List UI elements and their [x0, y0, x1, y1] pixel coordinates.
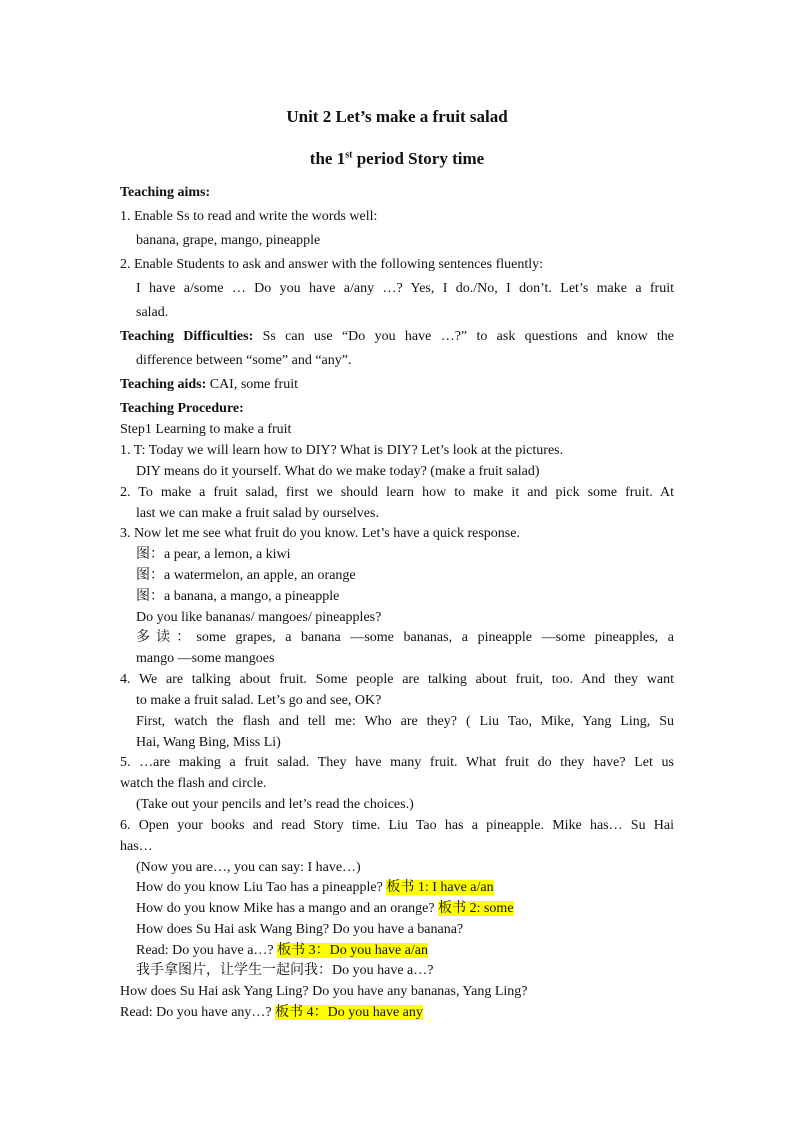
procedure-line: How do you know Liu Tao has a pineapple? 板书 1: I have a/an — [136, 880, 494, 895]
aims-heading: Teaching aims: — [120, 185, 211, 200]
procedure-line: 5. …are making a fruit salad. They have many fruit. What fruit do they have? Let us — [120, 755, 674, 770]
procedure-line: DIY means do it yourself. What do we make today? (make a fruit salad) — [136, 464, 540, 479]
procedure-line: Do you like bananas/ mangoes/ pineapples? — [136, 610, 382, 625]
aims-line: salad. — [136, 305, 169, 320]
subtitle-post: period Story time — [352, 149, 485, 168]
procedure-line: 图：a pear, a lemon, a kiwi — [136, 547, 291, 562]
procedure-line: 6. Open your books and read Story time. Liu Tao has a pineapple. Mike has… Su Hai — [120, 818, 674, 833]
procedure-line: 图：a banana, a mango, a pineapple — [136, 589, 340, 604]
aims-line: I have a/some … Do you have a/any …? Yes, I do./No, I don’t. Let’s make a fruit — [136, 281, 674, 296]
difficulties-heading: Teaching Difficulties: — [120, 329, 254, 344]
document-title: Unit 2 Let’s make a fruit salad — [286, 107, 508, 126]
subtitle-pre: the 1 — [309, 149, 346, 168]
aims-line: 2. Enable Students to ask and answer with the following sentences fluently: — [120, 257, 544, 272]
procedure-line: mango —some mangoes — [136, 651, 275, 666]
procedure-heading: Teaching Procedure: — [120, 401, 244, 416]
procedure-line: Hai, Wang Bing, Miss Li) — [136, 735, 281, 750]
procedure-line: Read: Do you have a…? 板书 3：Do you have a/an — [136, 943, 428, 958]
procedure-line: 4. We are talking about fruit. Some people are talking about fruit, too. And they want — [120, 672, 674, 687]
procedure-line: (Take out your pencils and let’s read the choices.) — [136, 797, 414, 812]
procedure-line: (Now you are…, you can say: I have…) — [136, 860, 361, 875]
procedure-line: 2. To make a fruit salad, first we should learn how to make it and pick some fruit. At — [120, 485, 674, 500]
aims-line: 1. Enable Ss to read and write the words well: — [120, 209, 378, 224]
procedure-line: How do you know Mike has a mango and an orange? 板书 2: some — [136, 901, 514, 916]
aims-line: banana, grape, mango, pineapple — [136, 233, 321, 248]
procedure-line: First, watch the flash and tell me: Who are they? ( Liu Tao, Mike, Yang Ling, Su — [136, 714, 674, 729]
procedure-line: 1. T: Today we will learn how to DIY? What is DIY? Let’s look at the pictures. — [120, 443, 564, 458]
aids-line: Teaching aids: CAI, some fruit — [120, 377, 298, 392]
procedure-line: 图：a watermelon, an apple, an orange — [136, 568, 356, 583]
procedure-line: to make a fruit salad. Let’s go and see, OK? — [136, 693, 382, 708]
difficulties-line: Teaching Difficulties: Ss can use “Do you have …?” to ask questions and know the — [120, 329, 675, 344]
procedure-line: How does Su Hai ask Yang Ling? Do you have any bananas, Yang Ling? — [120, 984, 528, 999]
blackboard-note-highlight: 板书 3：Do you have a/an — [277, 943, 428, 958]
procedure-line: last we can make a fruit salad by ourselves. — [136, 506, 379, 521]
procedure-line: Read: Do you have any…? 板书 4：Do you have any — [120, 1005, 423, 1020]
blackboard-note-highlight: 板书 1: I have a/an — [386, 880, 494, 895]
procedure-line: watch the flash and circle. — [120, 776, 267, 791]
procedure-line: How does Su Hai ask Wang Bing? Do you have a banana? — [136, 922, 464, 937]
aids-heading: Teaching aids: — [120, 377, 207, 392]
subtitle-sup: st — [345, 149, 353, 161]
document-subtitle — [0, 149, 794, 169]
procedure-line: 我手拿图片，让学生一起问我：Do you have a…? — [136, 963, 434, 978]
blackboard-note-highlight: 板书 2: some — [438, 901, 514, 916]
procedure-line: has… — [120, 839, 153, 854]
procedure-line: 多读：some grapes, a banana —some bananas, a pineapple —some pineapples, a — [136, 630, 674, 645]
difficulties-line: difference between “some” and “any”. — [136, 353, 352, 368]
procedure-line: 3. Now let me see what fruit do you know. Let’s have a quick response. — [120, 526, 520, 541]
blackboard-note-highlight: 板书 4：Do you have any — [275, 1005, 423, 1020]
procedure-line: Step1 Learning to make a fruit — [120, 422, 292, 437]
